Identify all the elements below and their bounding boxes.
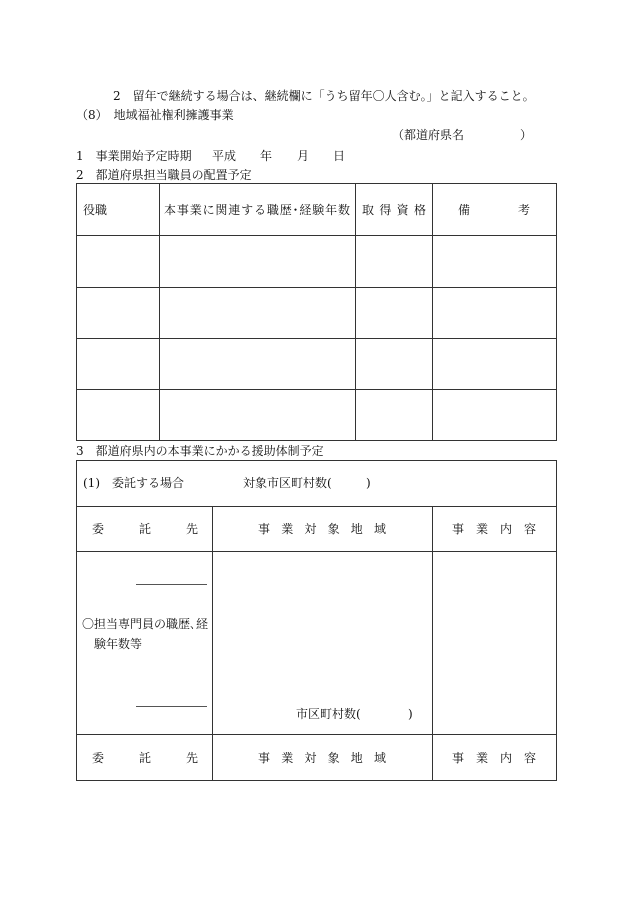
contractor-name-line bbox=[136, 584, 207, 585]
municipality-count-label: 市区町村数( bbox=[296, 707, 361, 721]
staff-note-line1: 〇担当専門員の職歴､経 bbox=[82, 617, 209, 631]
section-title: （8） 地域福祉権利擁護事業 bbox=[76, 108, 234, 122]
start-date-label: 1 事業開始予定時期 bbox=[76, 149, 192, 163]
case-label: (1) 委託する場合 bbox=[83, 476, 184, 490]
prefecture-name-open: （都道府県名 bbox=[392, 128, 465, 142]
divider bbox=[76, 235, 557, 236]
divider bbox=[76, 338, 557, 339]
header-qualification: 取得資格 bbox=[362, 203, 426, 217]
header-target-area: 事業対象地域 bbox=[258, 522, 386, 536]
divider bbox=[432, 183, 433, 441]
header-target-area-2: 事業対象地域 bbox=[258, 751, 386, 765]
header-contractor-2: 委託先 bbox=[92, 751, 198, 765]
target-count-close: ) bbox=[366, 476, 371, 490]
header-remarks: 備考 bbox=[458, 203, 530, 217]
divider bbox=[76, 734, 557, 735]
staff-note-line bbox=[136, 706, 207, 707]
divider bbox=[355, 183, 356, 441]
divider bbox=[212, 506, 213, 781]
divider bbox=[432, 506, 433, 781]
year-label: 年 bbox=[260, 149, 273, 163]
divider bbox=[76, 287, 557, 288]
header-contractor: 委託先 bbox=[92, 522, 198, 536]
municipality-count-close: ) bbox=[408, 707, 413, 721]
target-count-label: 対象市区町村数( bbox=[243, 476, 332, 490]
divider bbox=[159, 183, 160, 441]
month-label: 月 bbox=[297, 149, 310, 163]
prefecture-name-close: ） bbox=[520, 128, 533, 142]
header-business-content-2: 事業内容 bbox=[452, 751, 536, 765]
staff-placement-label: 2 都道府県担当職員の配置予定 bbox=[76, 168, 252, 182]
era-label: 平成 bbox=[212, 149, 237, 163]
day-label: 日 bbox=[333, 149, 346, 163]
header-experience: 本事業に関連する職歴･経験年数 bbox=[164, 203, 350, 217]
staff-note-line2: 験年数等 bbox=[94, 637, 143, 651]
staff-table bbox=[76, 183, 557, 441]
header-position: 役職 bbox=[83, 203, 108, 217]
header-business-content: 事業内容 bbox=[452, 522, 536, 536]
divider bbox=[76, 551, 557, 552]
divider bbox=[76, 389, 557, 390]
support-system-label: 3 都道府県内の本事業にかかる援助体制予定 bbox=[76, 444, 324, 458]
note-line: 2 留年で継続する場合は、継続欄に「うち留年〇人含む。」と記入すること。 bbox=[113, 89, 535, 103]
divider bbox=[76, 506, 557, 507]
